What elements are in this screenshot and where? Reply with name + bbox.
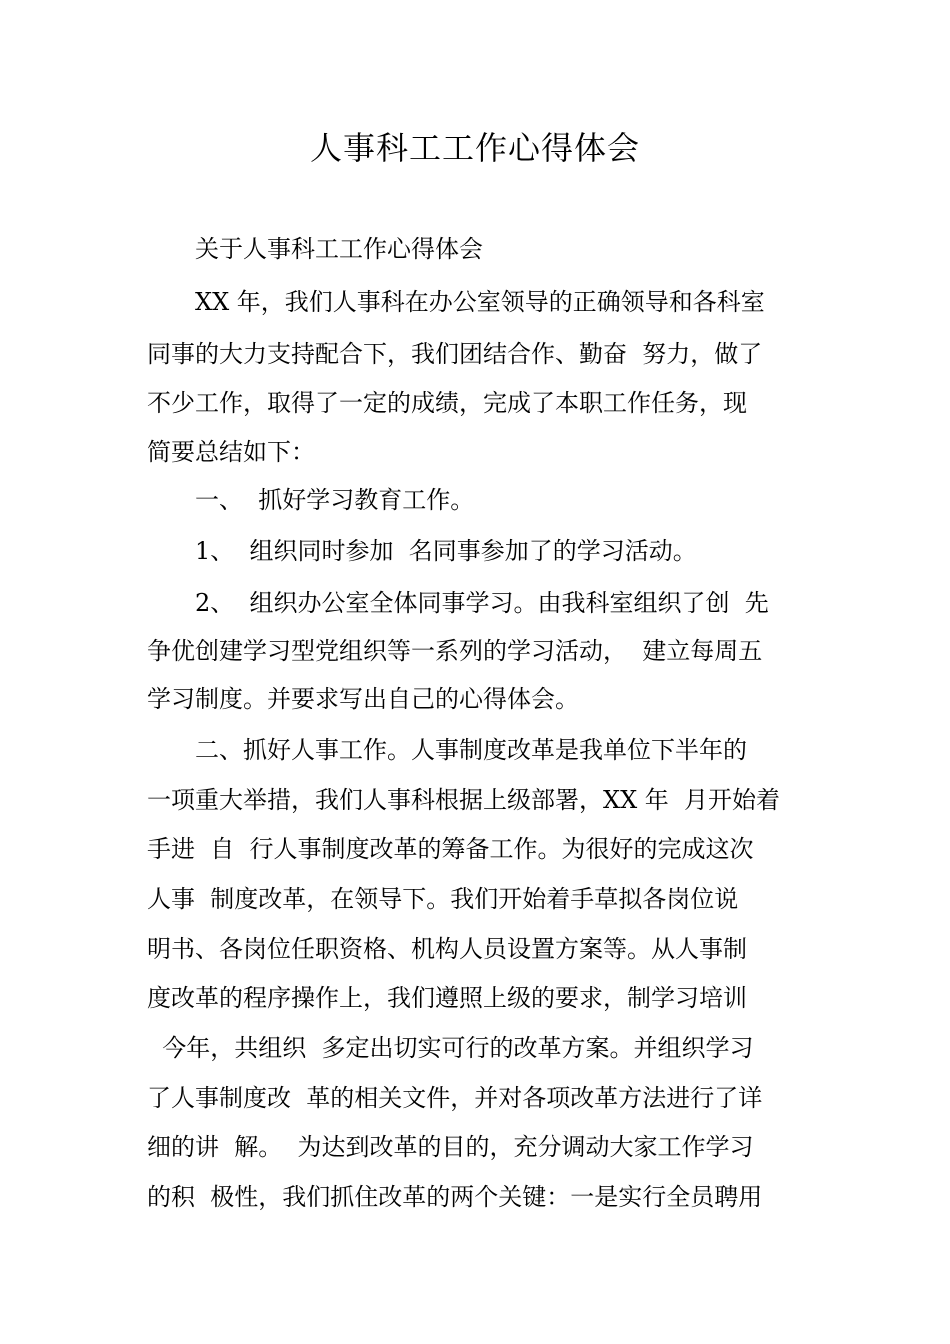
paragraph-line: 学习制度。并要求写出自己的心得体会。: [147, 685, 579, 713]
section-heading: 二、抓好人事工作。人事制度改革是我单位下半年的: [195, 736, 747, 764]
list-item: 2、 组织办公室全体同事学习。由我科室组织了创 先: [195, 589, 769, 617]
paragraph-line: 了人事制度改 革的相关文件，并对各项改革方法进行了详: [147, 1084, 763, 1112]
paragraph-line: 争优创建学习型党组织等一系列的学习活动， 建立每周五: [147, 637, 763, 665]
paragraph-line: 细的讲 解。 为达到改革的目的，充分调动大家工作学习: [147, 1133, 754, 1161]
paragraph-line: 度改革的程序操作上，我们遵照上级的要求，制学习培训: [147, 984, 747, 1012]
paragraph-line: 简要总结如下：: [147, 438, 315, 466]
paragraph-line: 的积 极性，我们抓住改革的两个关键：一是实行全员聘用: [147, 1183, 763, 1211]
paragraph-line: 不少工作，取得了一定的成绩，完成了本职工作任务，现: [147, 389, 747, 417]
paragraph-line: XX 年，我们人事科在办公室领导的正确领导和各科室: [195, 288, 765, 316]
paragraph-line: 一项重大举措，我们人事科根据上级部署，XX 年 月开始着: [147, 786, 781, 814]
document-title: 人事科工工作心得体会: [309, 129, 640, 167]
paragraph-line: 手进 自 行人事制度改革的筹备工作。为很好的完成这次: [147, 835, 754, 863]
paragraph-line: 今年，共组织 多定出切实可行的改革方案。并组织学习: [147, 1034, 754, 1062]
paragraph-line: 明书、各岗位任职资格、机构人员设置方案等。从人事制: [147, 935, 747, 963]
subtitle-line: 关于人事科工工作心得体会: [195, 235, 483, 263]
paragraph-line: 人事 制度改革，在领导下。我们开始着手草拟各岗位说: [147, 885, 739, 913]
section-heading: 一、 抓好学习教育工作。: [195, 486, 475, 514]
list-item: 1、 组织同时参加 名同事参加了的学习活动。: [195, 537, 697, 565]
paragraph-line: 同事的大力支持配合下，我们团结合作、勤奋 努力，做了: [147, 340, 763, 368]
